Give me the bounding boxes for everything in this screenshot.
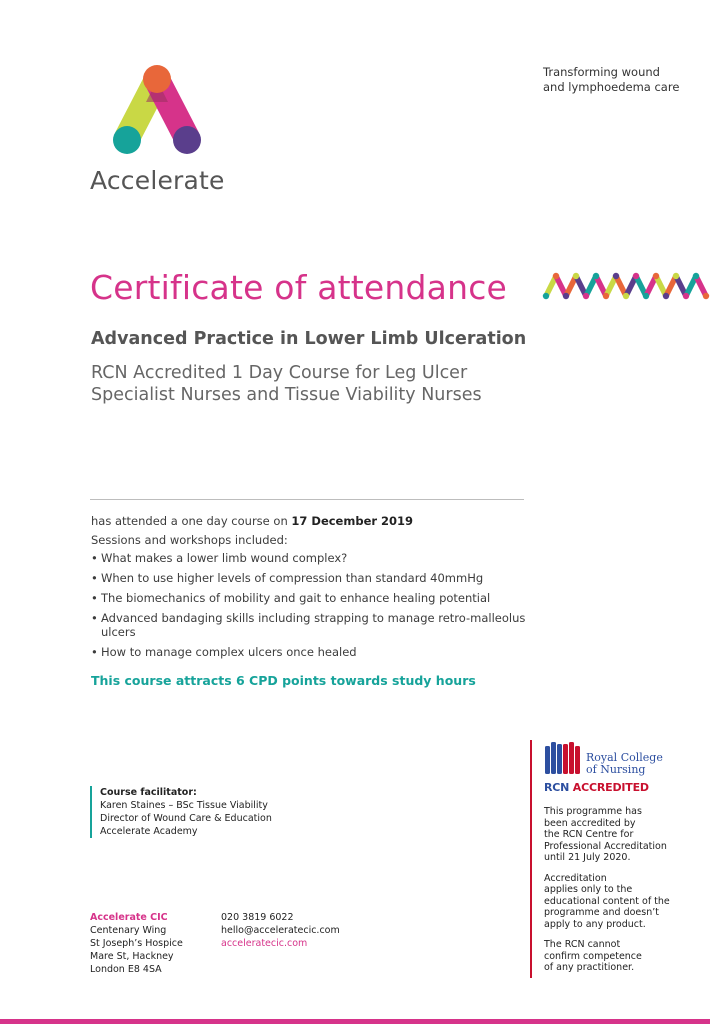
session-text: The biomechanics of mobility and gait to enhance healing potential <box>101 591 491 605</box>
course-subtitle-line-1: RCN Accredited 1 Day Course for Leg Ulcer <box>91 363 468 383</box>
list-item <box>91 551 531 565</box>
rcn-paragraph-2 <box>544 873 694 931</box>
bottom-accent-bar <box>0 1019 710 1024</box>
sessions-label: Sessions and workshops included: <box>91 533 288 547</box>
bullet: • <box>91 645 98 659</box>
facilitator-line-3: Accelerate Academy <box>100 826 198 837</box>
rcn-paragraph-3 <box>544 939 694 974</box>
bullet: • <box>91 571 98 585</box>
session-text: What makes a lower limb wound complex? <box>101 551 348 565</box>
contact-phone: 020 3819 6022 <box>221 912 294 923</box>
tagline <box>543 65 703 95</box>
rcn-text-line: programme and doesn’t <box>544 907 659 918</box>
session-text: How to manage complex ulcers once healed <box>101 645 357 659</box>
course-facilitator <box>90 786 272 838</box>
rcn-text-line: applies only to the <box>544 884 633 895</box>
rcn-org-line-2: of Nursing <box>586 763 646 776</box>
rcn-text-line: apply to any product. <box>544 918 646 930</box>
rcn-org-line-1: Royal College <box>586 751 663 764</box>
bullet: • <box>91 551 98 565</box>
list-item <box>91 611 531 639</box>
accelerate-a-logo-icon <box>108 62 208 158</box>
rcn-accreditation-text <box>544 806 694 983</box>
brand-name: Accelerate <box>90 166 225 195</box>
contact-email[interactable]: hello@acceleratecic.com <box>221 925 340 936</box>
rcn-text-line: This programme has <box>544 806 642 817</box>
rcn-text-line: Accreditation <box>544 872 607 884</box>
session-text: Advanced bandaging skills including strapping to manage retro-malleolus ulcers <box>101 611 526 639</box>
address-line-4: London E8 4SA <box>90 964 162 975</box>
contact-details <box>221 911 340 950</box>
attendance-date: 17 December 2019 <box>291 514 414 528</box>
list-item <box>91 591 531 605</box>
rcn-text-line: confirm competence <box>544 950 642 962</box>
rcn-text-line: educational content of the <box>544 895 670 907</box>
course-subtitle <box>91 362 531 406</box>
list-item <box>91 571 531 585</box>
postal-address <box>90 911 183 976</box>
tagline-line-1: Transforming wound <box>543 65 660 79</box>
rcn-accredited-word: ACCREDITED <box>572 781 649 794</box>
rcn-accreditation-box <box>530 740 705 978</box>
rcn-text-line: been accredited by <box>544 817 636 829</box>
attendance-prefix: has attended a one day course on <box>91 514 288 528</box>
sessions-list <box>91 551 531 665</box>
tagline-line-2: and lymphoedema care <box>543 80 680 94</box>
rcn-text-line: Professional Accreditation <box>544 840 667 852</box>
bullet: • <box>91 611 98 625</box>
rcn-logo <box>544 740 694 796</box>
session-text: When to use higher levels of compression than standard 40mmHg <box>101 571 484 585</box>
rcn-text-line: until 21 July 2020. <box>544 852 631 863</box>
rcn-accredited-label <box>544 781 649 794</box>
rcn-text-line: the RCN Centre for <box>544 829 634 840</box>
contact-website-link[interactable]: acceleratecic.com <box>221 938 308 949</box>
rcn-text-line: The RCN cannot <box>544 939 621 950</box>
rcn-hands-logo-icon <box>544 740 582 778</box>
facilitator-heading: Course facilitator: <box>100 787 197 798</box>
facilitator-line-1: Karen Staines – BSc Tissue Viability <box>100 800 268 811</box>
certificate-title: Certificate of attendance <box>90 268 508 307</box>
attendance-statement <box>91 514 413 528</box>
bullet: • <box>91 591 98 605</box>
rcn-text-line: of any practitioner. <box>544 962 635 973</box>
list-item <box>91 645 531 659</box>
course-subtitle-line-2: Specialist Nurses and Tissue Viability Nurses <box>91 385 482 405</box>
helix-pattern-icon <box>542 270 710 302</box>
address-line-2: St Joseph’s Hospice <box>90 938 183 949</box>
address-line-1: Centenary Wing <box>90 925 167 936</box>
course-title: Advanced Practice in Lower Limb Ulceration <box>91 329 527 349</box>
address-line-3: Mare St, Hackney <box>90 951 174 962</box>
facilitator-line-2: Director of Wound Care & Education <box>100 813 272 824</box>
divider <box>90 499 524 500</box>
address-org: Accelerate CIC <box>90 912 168 923</box>
cpd-statement: This course attracts 6 CPD points towards study hours <box>91 673 476 688</box>
rcn-paragraph-1 <box>544 806 694 864</box>
rcn-accredited-prefix: RCN <box>544 781 570 794</box>
